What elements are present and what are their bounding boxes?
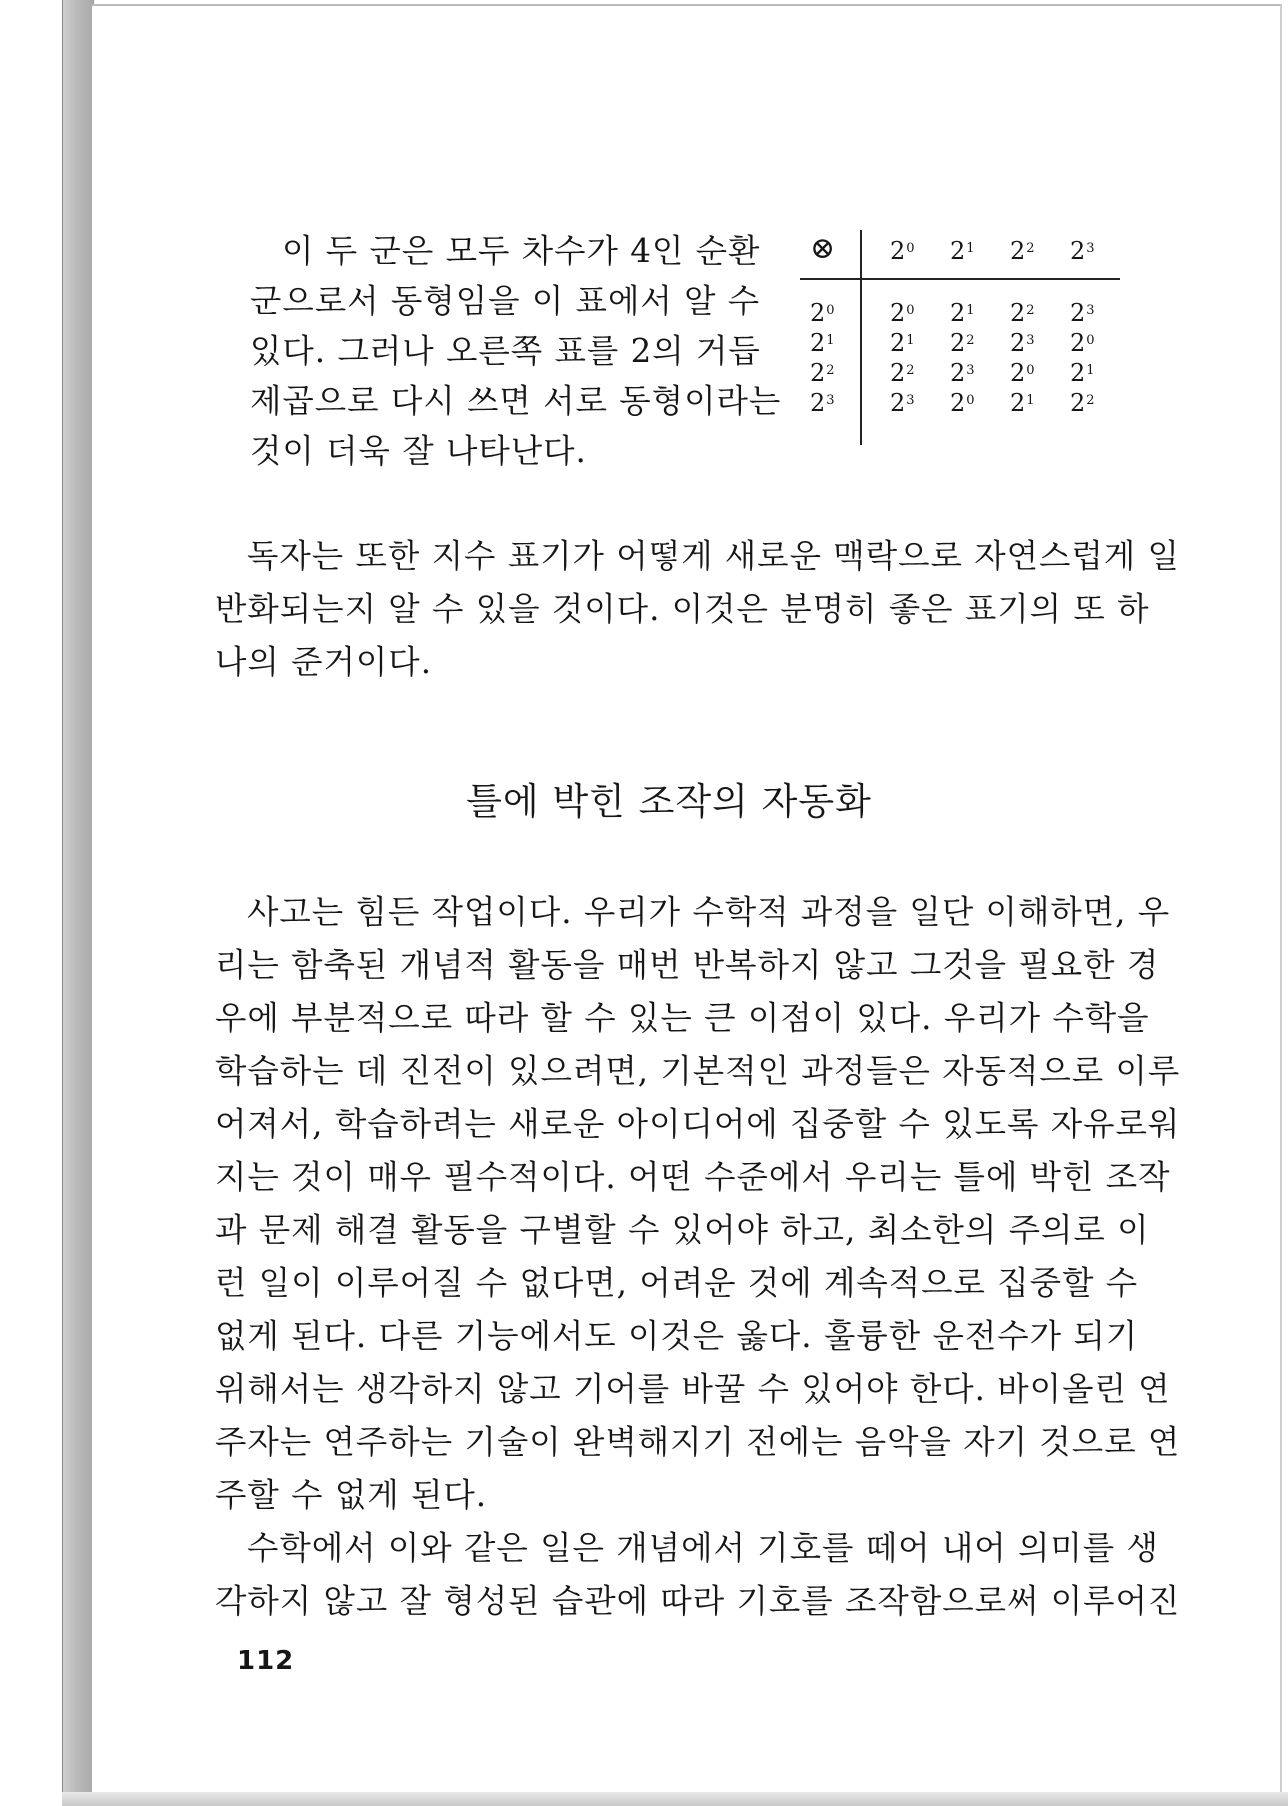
paragraph-line: 과 문제 해결 활동을 구별할 수 있어야 하고, 최소한의 주의로 이 (215, 1211, 1150, 1249)
paragraph-line: 반화되는지 알 수 있을 것이다. 이것은 분명히 좋은 표기의 또 하 (215, 590, 1150, 628)
table-row-label: $2^0$ (810, 299, 835, 327)
paragraph-line: 없게 된다. 다른 기능에서도 이것은 옳다. 훌륭한 운전수가 되기 (215, 1317, 1139, 1355)
table-cell: $2^0$ (1010, 359, 1035, 387)
paragraph-line: 주할 수 없게 된다. (215, 1476, 488, 1514)
paragraph-line: 학습하는 데 진전이 있으려면, 기본적인 과정들은 자동적으로 이루 (215, 1052, 1181, 1090)
table-cell: $2^1$ (950, 299, 975, 327)
paragraph-thinking (215, 886, 1181, 1522)
intro-paragraph (250, 226, 782, 476)
paragraph-line: 수학에서 이와 같은 일은 개념에서 기호를 떼어 내어 의미를 생 (247, 1529, 1159, 1567)
table-cell: $2^2$ (1070, 389, 1095, 417)
paragraph-notation (215, 530, 1180, 689)
table-cell: $2^3$ (890, 389, 915, 417)
intro-line: 있다. 그러나 오른쪽 표를 2의 거듭 (250, 332, 761, 370)
paragraph-line: 어져서, 학습하려는 새로운 아이디어에 집중할 수 있도록 자유로워 (215, 1105, 1181, 1143)
table-cell: $2^3$ (1010, 329, 1035, 357)
table-row-label: $2^3$ (810, 389, 835, 417)
intro-line: 제곱으로 다시 쓰면 서로 동형이라는 (250, 382, 782, 420)
table-cell: $2^3$ (950, 359, 975, 387)
table-cell: $2^2$ (890, 359, 915, 387)
table-row-label: $2^1$ (810, 329, 835, 357)
paragraph-line: 각하지 않고 잘 형성된 습관에 따라 기호를 조작함으로써 이루어진 (215, 1582, 1181, 1620)
page-edge-shadow (62, 1792, 1288, 1806)
table-cell: $2^1$ (1070, 359, 1095, 387)
paragraph-line: 주자는 연주하는 기술이 완벽해지기 전에는 음악을 자기 것으로 연 (215, 1423, 1181, 1461)
table-cell: $2^1$ (1010, 389, 1035, 417)
table-horizontal-rule (800, 278, 1120, 280)
paragraph-line: 리는 함축된 개념적 활동을 매번 반복하지 않고 그것을 필요한 경 (215, 946, 1160, 984)
intro-line: 것이 더욱 잘 나타난다. (250, 432, 587, 470)
paragraph-line: 우에 부분적으로 따라 할 수 있는 큰 이점이 있다. 우리가 수학을 (215, 999, 1150, 1037)
paragraph-line: 독자는 또한 지수 표기가 어떻게 새로운 맥락으로 자연스럽게 일 (247, 537, 1180, 575)
table-header-cell: $2^3$ (1070, 237, 1095, 265)
intro-line: 이 두 군은 모두 차수가 4인 순환 (282, 232, 761, 270)
otimes-operator: ⊗ (810, 231, 836, 266)
table-cell: $2^0$ (1070, 329, 1095, 357)
table-cell: $2^0$ (950, 389, 975, 417)
cayley-table (800, 230, 1130, 450)
table-row-label: $2^2$ (810, 359, 835, 387)
table-cell: $2^2$ (1010, 299, 1035, 327)
table-cell: $2^1$ (890, 329, 915, 357)
table-header-cell: $2^2$ (1010, 237, 1035, 265)
paragraph-line: 사고는 힘든 작업이다. 우리가 수학적 과정을 일단 이해하면, 우 (247, 893, 1171, 931)
table-cell: $2^3$ (1070, 299, 1095, 327)
paragraph-line: 위해서는 생각하지 않고 기어를 바꿀 수 있어야 한다. 바이올린 연 (215, 1370, 1171, 1408)
page-number: 112 (237, 1646, 295, 1676)
table-header-cell: $2^0$ (890, 237, 915, 265)
table-vertical-rule (860, 230, 862, 445)
table-cell: $2^2$ (950, 329, 975, 357)
book-spine (62, 0, 94, 1806)
table-header-cell: $2^1$ (950, 237, 975, 265)
paragraph-line: 나의 준거이다. (215, 643, 433, 681)
table-cell: $2^0$ (890, 299, 915, 327)
paragraph-line: 지는 것이 매우 필수적이다. 어떤 수준에서 우리는 틀에 박힌 조작 (215, 1158, 1171, 1196)
intro-line: 군으로서 동형임을 이 표에서 알 수 (250, 282, 761, 320)
section-title: 틀에 박힌 조작의 자동화 (466, 780, 872, 823)
paragraph-symbols (215, 1522, 1181, 1628)
paragraph-line: 런 일이 이루어질 수 없다면, 어려운 것에 계속적으로 집중할 수 (215, 1264, 1139, 1302)
